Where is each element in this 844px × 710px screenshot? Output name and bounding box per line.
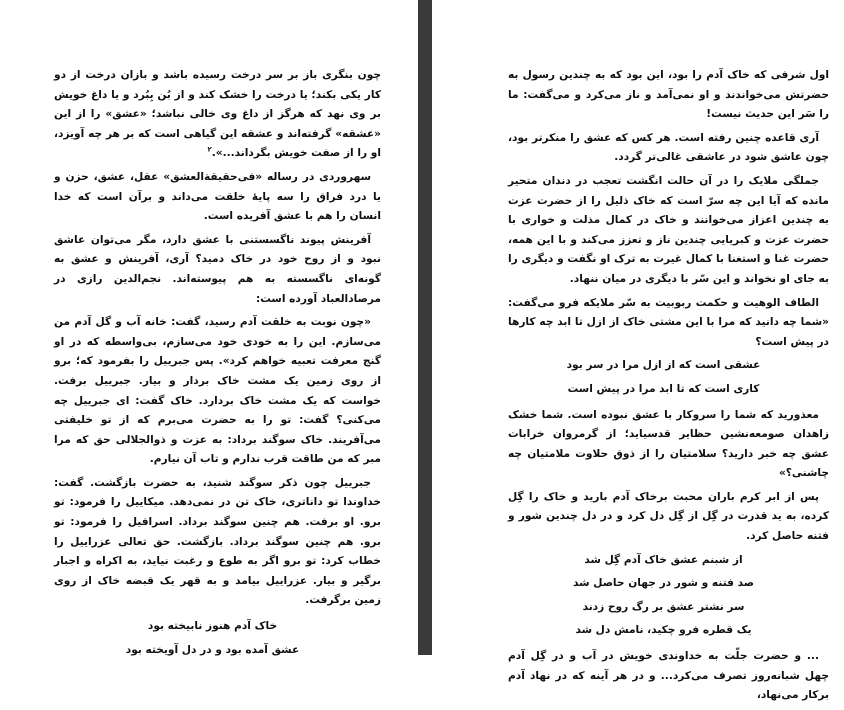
paragraph [54, 66, 381, 164]
right-page-text [508, 66, 829, 710]
verse-line: کاری است که تا ابد مرا در پیش است [567, 382, 760, 395]
verse-line: عشق آمده بود و در دل آویخته بود [125, 643, 300, 656]
paragraph: آری قاعده چنین رفته است. هر کس که عشق را منکرتر بود، چون عاشق شود در عاشقی غالی‌تر گردد. [508, 131, 829, 164]
verse-line: عشقی است که از ازل مرا در سر بود [566, 359, 761, 372]
right-page [432, 0, 844, 702]
paragraph: الطاف الوهیت و حکمت ربوبیت به سّر ملایکه فرو می‌گفت: «شما چه دانید که مرا با این مشتی خاک از ازل تا ابد چه کارها در پیش است؟ [508, 296, 829, 348]
verse-line: خاک آدم هنوز نابیخته بود [147, 620, 278, 633]
verse-line: صد فتنه و شور در جهان حاصل شد [573, 577, 754, 590]
paragraph: سهروردی در رساله «فی‌حقیقةالعشق» عقل، عشق، حزن و یا درد فراق را سه پایهٔ خلقت می‌داند و برآن است که خدا انسان را هم با عشق آفریده است. [54, 170, 381, 223]
paragraph: جملگی ملایک را در آن حالت انگشت تعجب در دندان متحیر مانده که آیا این چه سرّ است که خاک ذلیل را از حضرت عزت به چندین اعزاز می‌خوانند و خاک در کمال مذلت و خواری با حضرت عزت و کبریایی چندین ناز و تعزز می‌کند و با این همه، حضرت غنا و استغنا با کمال غیرت به ترک او نگفت و دیگری را به جای او نخواند و این سّر با دیگری در میان ننهاد. [508, 174, 829, 285]
paragraph: پس از ابر کرم باران محبت برخاک آدم بارید و خاک را گِل کرده، به ید قدرت در گِل از گِل دل کرد و در دل چندین شور و فتنه حاصل کرد. [508, 490, 829, 543]
verse-line: از شبنم عشق خاک آدم گِل شد [584, 553, 743, 566]
paragraph: ... و حضرت جلّت به خداوندی خویش در آب و در گِل آدم چهل شبانه‌روز تصرف می‌کرد... و در هر آینه که در نهاد آدم برکار می‌نهاد، [508, 650, 829, 702]
left-page-text [54, 66, 381, 664]
paragraph: جبرییل چون ذکر سوگند شنید، به حضرت بازگشت. گفت: خداوندا تو داناتری، خاک تن در نمی‌دهد. میکاییل را فرمود: تو برو. او برفت. هم چنین سوگند برداد. اسرافیل را فرمود: تو برو. هم چنین سوگند برداد. بازگشت. حق تعالی عزراییل را خطاب کرد: تو برو اگر به طوع و رغبت نیاید، به اکراه و اجبار برگیر و بیار. عزراییل بیامد و به قهر یک قبضه خاک از روی زمین برگرفت. [54, 476, 381, 607]
footnote-mark: ۲ [207, 145, 212, 154]
paragraph: معذورید که شما را سروکار با عشق نبوده است. شما خشک زاهدان صومعه‌نشین حظایر قدسیاید؛ از گرمروان خرابات عشق چه خبر دارید؟ سلامتیان را از ذوق حلاوت ملامتیان چه چاشنی؟» [508, 408, 829, 480]
paragraph: آفرینش پیوند ناگسستنی با عشق دارد، مگر می‌توان عاشق نبود و از روح خود در خاک دمید؟ آری، آفرینش و عشق به گونه‌ای ناگسسته به هم پیوسته‌اند. نجم‌الدین رازی در مرصادالعباد آورده است: [54, 233, 381, 305]
paragraph: اول شرفی که خاک آدم را بود، این بود که به چندین رسول به حضرتش می‌خواندند و او نمی‌آمد و ناز می‌کرد و می‌گفت: ما را سَر این حدیث نیست! [508, 69, 829, 121]
book-gutter [418, 0, 432, 655]
verse-line: یک قطره فرو چکید، نامش دل شد [575, 624, 752, 637]
paragraph-text: چون بنگری باز بر سر درخت رسیده باشد و بازان درخت از دو کار یکی بکند؛ یا درخت را خشک کند و از بُن بِبُرد و یا داغ خویش بر وی نهد که هرگز از داغ وی خالی نباشد؛ «عشق» را از این «عشقه» گرفته‌اند و عشقه این گیاهی است که بر هر چه آویزد، او را از صفت خویش بگرداند...». [54, 69, 381, 160]
left-page [0, 0, 418, 655]
verse-line: سر نشتر عشق بر رگ روح زدند [582, 600, 745, 613]
paragraph: «چون نوبت به خلقت آدم رسید، گفت: خانه آب و گل آدم من می‌سازم. این را به خودی خود می‌سازم، بی‌واسطه که در او گنج معرفت تعبیه خواهم کرد». پس جبرییل را بفرمود که؛ برو از روی زمین یک مشت خاک بردار و بیار. جبرییل برفت. خواست که یک مشت خاک بردارد. خاک گفت: ای جبرییل چه می‌کنی؟ گفت: تو را به حضرت می‌برم که از تو خلیفتی می‌آفریند. خاک سوگند برداد: به عزت و ذوالجلالی حق که مرا مبر که من طاقت قرب ندارم و تاب آن نیارم. [54, 316, 381, 466]
